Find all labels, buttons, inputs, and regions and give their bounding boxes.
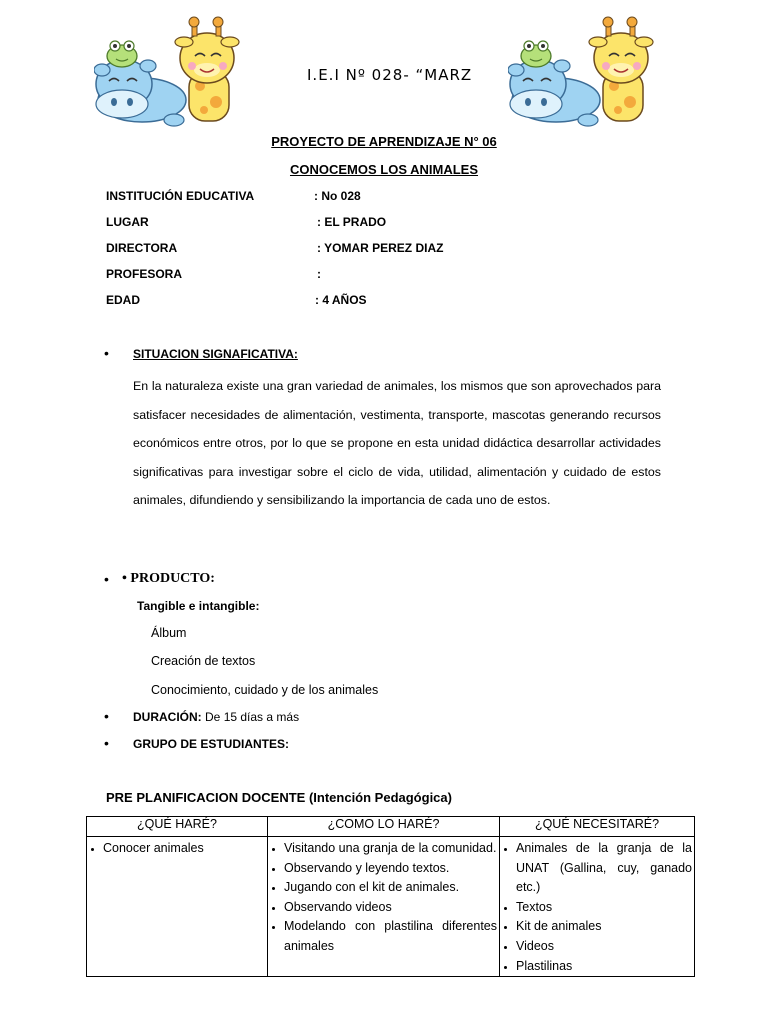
list-item: • Visitando una granja de la comunidad.: [284, 839, 497, 859]
bullet-icon: •: [104, 735, 109, 751]
table-cell-como-lo-hare: [268, 837, 500, 977]
table-cell-que-hare: [87, 837, 268, 977]
project-title: PROYECTO DE APRENDIZAJE N° 06: [271, 134, 497, 149]
table-header: ¿COMO LO HARÉ?: [268, 817, 500, 837]
producto-item: Creación de textos: [151, 654, 256, 668]
hippo-giraffe-mascot-icon: [94, 16, 244, 128]
table-header-row: [87, 817, 695, 837]
bullet-icon: •: [104, 571, 109, 587]
preplanificacion-title: PRE PLANIFICACION DOCENTE (Intención Pedagógica): [106, 790, 452, 805]
project-subtitle: CONOCEMOS LOS ANIMALES: [289, 162, 479, 177]
duracion-value: De 15 días a más: [205, 710, 300, 724]
cell-list: [89, 839, 265, 859]
info-label: LUGAR: [106, 215, 149, 229]
frog-shape: [107, 41, 137, 67]
list-item: • Observando videos: [284, 898, 497, 918]
info-value: :: [317, 267, 321, 281]
table-row: [87, 837, 695, 977]
list-item: • Kit de animales: [516, 917, 692, 937]
cell-list: [270, 839, 497, 957]
list-item: • Jugando con el kit de animales.: [284, 878, 497, 898]
preplanificacion-table: [86, 816, 695, 977]
duracion-label: DURACIÓN:: [133, 710, 202, 724]
info-value: : YOMAR PEREZ DIAZ: [317, 241, 444, 255]
grupo-label: GRUPO DE ESTUDIANTES:: [133, 737, 290, 751]
list-item: • Observando y leyendo textos.: [284, 859, 497, 879]
list-item: • Textos: [516, 898, 692, 918]
table-header: ¿QUÉ NECESITARÉ?: [500, 817, 695, 837]
list-item: • Videos: [516, 937, 692, 957]
list-item: • Plastilinas: [516, 957, 692, 977]
bullet-icon: •: [104, 708, 109, 724]
producto-heading: • PRODUCTO:: [122, 571, 215, 586]
info-value: : 4 AÑOS: [315, 293, 367, 307]
producto-subheading: Tangible e intangible:: [137, 599, 260, 613]
info-label: EDAD: [106, 293, 141, 307]
list-item: • Animales de la granja de la UNAT (Gallina, cuy, ganado etc.): [516, 839, 692, 898]
situacion-paragraph: En la naturaleza existe una gran variedad de animales, los mismos que son aprovechados para satisfacer necesidades de alimentación, vestimenta, transporte, mascotas generando recursos económicos entre otros, por lo que se propone en esta unidad didáctica desarrollar actividades significativas para investigar sobre el ciclo de vida, utilidad, alimentación y cuidado de estos animales, difundiendo y sensibilizando la importancia de cada uno de estos.: [133, 379, 661, 507]
hippo-giraffe-mascot-icon: [508, 16, 658, 128]
situacion-heading: SITUACION SIGNAFICATIVA:: [133, 347, 298, 361]
info-value: : EL PRADO: [317, 215, 387, 229]
duracion-line: [133, 710, 299, 724]
table-header: ¿QUÉ HARÉ?: [87, 817, 268, 837]
frog-shape: [521, 41, 551, 67]
cell-list: [502, 839, 692, 976]
table-cell-que-necesitare: [500, 837, 695, 977]
info-label: PROFESORA: [106, 267, 183, 281]
info-value: : No 028: [314, 189, 361, 203]
hippo-shape: [508, 60, 600, 126]
producto-item: Álbum: [151, 626, 187, 640]
info-label: DIRECTORA: [106, 241, 178, 255]
info-label: INSTITUCIÓN EDUCATIVA: [106, 189, 255, 203]
bullet-icon: •: [104, 345, 109, 361]
hippo-shape: [94, 60, 186, 126]
school-title: I.E.I Nº 028- “MARZ: [307, 66, 473, 84]
list-item: • Conocer animales: [103, 839, 265, 859]
producto-item: Conocimiento, cuidado y de los animales: [151, 683, 379, 697]
list-item: • Modelando con plastilina diferentes animales: [284, 917, 497, 956]
